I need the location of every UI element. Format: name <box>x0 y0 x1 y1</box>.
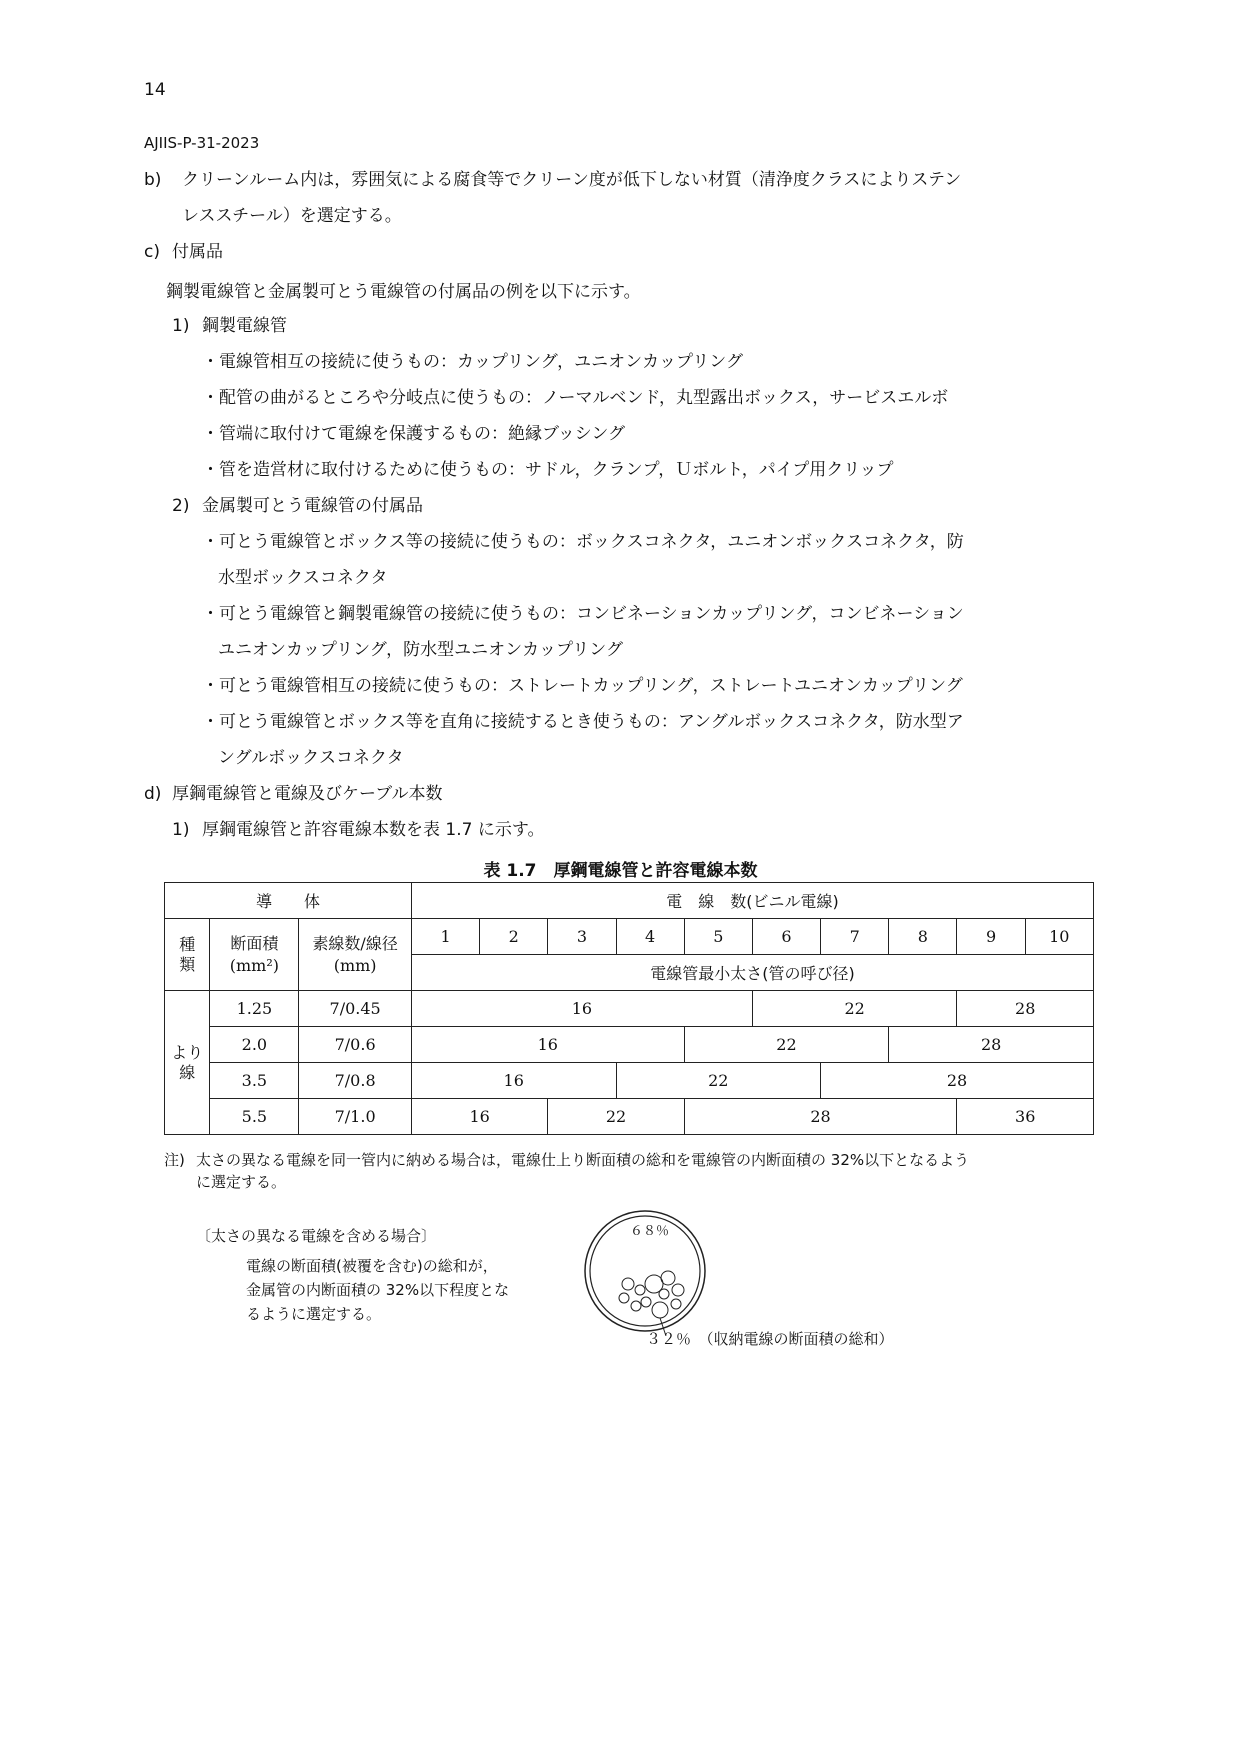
table-row <box>165 1027 1094 1063</box>
item-c-marker: c) <box>144 242 160 262</box>
item-c-title: 付属品 <box>172 242 223 262</box>
size-cell: 16 <box>411 1099 547 1135</box>
wire-count-cell: 2 <box>480 919 548 955</box>
size-cell: 22 <box>684 1027 889 1063</box>
note-line1: 太さの異なる電線を同一管内に納める場合は，電線仕上り断面積の総和を電線管の内断面積の 32%以下となるよう <box>196 1151 970 1169</box>
page-number: 14 <box>144 80 166 100</box>
item-c2-bullet2-line2: ユニオンカップリング，防水型ユニオンカップリング <box>218 640 623 660</box>
size-cell: 22 <box>752 991 957 1027</box>
label-68-percent: ６８％ <box>630 1224 670 1239</box>
size-cell: 22 <box>616 1063 821 1099</box>
item-c2-bullet1-line2: 水型ボックスコネクタ <box>218 568 388 588</box>
conduit-table <box>164 882 1094 1135</box>
item-c2-bullet1-line1: ・可とう電線管とボックス等の接続に使うもの：ボックスコネクタ，ユニオンボックスコネクタ，防 <box>202 532 964 552</box>
wire-count-cell: 9 <box>957 919 1025 955</box>
item-c-intro: 鋼製電線管と金属製可とう電線管の付属品の例を以下に示す。 <box>166 282 641 302</box>
wire-count-cell: 4 <box>616 919 684 955</box>
item-c2-bullet3: ・可とう電線管相互の接続に使うもの：ストレートカップリング，ストレートユニオンカップリング <box>202 676 963 696</box>
wire-count-cell: 8 <box>889 919 957 955</box>
item-c1-title: 鋼製電線管 <box>202 316 287 336</box>
wires-header: 電 線 数(ビニル電線) <box>411 883 1093 919</box>
strand-header: 素線数/線径 (mm) <box>299 919 412 991</box>
note-marker: 注) <box>164 1151 185 1169</box>
area-cell: 3.5 <box>210 1063 299 1099</box>
strand-cell: 7/0.8 <box>299 1063 412 1099</box>
size-cell: 28 <box>821 1063 1094 1099</box>
document-id: AJIIS-P-31-2023 <box>144 134 260 152</box>
table-row <box>165 1099 1094 1135</box>
wire-count-cell: 1 <box>411 919 479 955</box>
size-cell: 16 <box>411 991 752 1027</box>
wire-count-cell: 7 <box>821 919 889 955</box>
area-header: 断面積 (mm²) <box>210 919 299 991</box>
item-c1-marker: 1) <box>172 316 190 336</box>
item-c1-bullet3: ・管端に取付けて電線を保護するもの：絶縁ブッシング <box>202 424 626 444</box>
size-cell: 28 <box>957 991 1094 1027</box>
item-d-title: 厚鋼電線管と電線及びケーブル本数 <box>172 784 443 804</box>
figure-desc-line3: るように選定する。 <box>246 1305 382 1323</box>
item-c2-bullet4-line2: ングルボックスコネクタ <box>218 748 404 768</box>
label-32-percent: ３２％ （収納電線の断面積の総和） <box>646 1330 894 1348</box>
table-row <box>165 991 1094 1027</box>
wire-count-cell: 5 <box>684 919 752 955</box>
wire-count-cell: 6 <box>752 919 820 955</box>
strand-cell: 7/0.6 <box>299 1027 412 1063</box>
table-row <box>165 1063 1094 1099</box>
size-cell: 22 <box>548 1099 684 1135</box>
area-cell: 1.25 <box>210 991 299 1027</box>
min-size-header: 電線管最小太さ(管の呼び径) <box>411 955 1093 991</box>
item-d1-text: 厚鋼電線管と許容電線本数を表 1.7 に示す。 <box>202 820 545 840</box>
strand-cell: 7/0.45 <box>299 991 412 1027</box>
item-d-marker: d) <box>144 784 162 804</box>
conductor-header: 導 体 <box>165 883 412 919</box>
figure-desc-line1: 電線の断面積(被覆を含む)の総和が， <box>246 1257 498 1275</box>
item-c2-title: 金属製可とう電線管の付属品 <box>202 496 423 516</box>
item-c1-bullet4: ・管を造営材に取付けるために使うもの：サドル，クランプ，Ｕボルト，パイプ用クリップ <box>202 460 894 480</box>
strand-cell: 7/1.0 <box>299 1099 412 1135</box>
size-cell: 16 <box>411 1027 684 1063</box>
note-line2: に選定する。 <box>196 1173 287 1191</box>
table-caption: 表 1.7 厚鋼電線管と許容電線本数 <box>483 861 758 881</box>
item-c2-bullet4-line1: ・可とう電線管とボックス等を直角に接続するとき使うもの：アングルボックスコネクタ，防水型ア <box>202 712 964 732</box>
size-cell: 28 <box>889 1027 1094 1063</box>
item-b-line1: クリーンルーム内は，雰囲気による腐食等でクリーン度が低下しない材質（清浄度クラスによりステン <box>182 170 962 190</box>
item-c1-bullet2: ・配管の曲がるところや分岐点に使うもの：ノーマルベンド，丸型露出ボックス，サービスエルボ <box>202 388 949 408</box>
figure-desc-line2: 金属管の内断面積の 32%以下程度とな <box>246 1281 510 1299</box>
item-c2-marker: 2) <box>172 496 190 516</box>
kind-label: より 線 <box>165 991 210 1135</box>
item-c1-bullet1: ・電線管相互の接続に使うもの：カップリング，ユニオンカップリング <box>202 352 743 372</box>
wire-count-cell: 10 <box>1025 919 1093 955</box>
figure-box-title: 〔太さの異なる電線を含める場合〕 <box>196 1227 437 1245</box>
item-b-line2: レススチール）を選定する。 <box>182 206 402 226</box>
item-d1-marker: 1) <box>172 820 190 840</box>
size-cell: 16 <box>411 1063 616 1099</box>
area-cell: 2.0 <box>210 1027 299 1063</box>
kind-header: 種 類 <box>165 919 210 991</box>
size-cell: 36 <box>957 1099 1094 1135</box>
size-cell: 28 <box>684 1099 957 1135</box>
item-b-marker: b) <box>144 170 162 190</box>
item-c2-bullet2-line1: ・可とう電線管と鋼製電線管の接続に使うもの：コンビネーションカップリング，コンビネーション <box>202 604 964 624</box>
wire-count-cell: 3 <box>548 919 616 955</box>
area-cell: 5.5 <box>210 1099 299 1135</box>
